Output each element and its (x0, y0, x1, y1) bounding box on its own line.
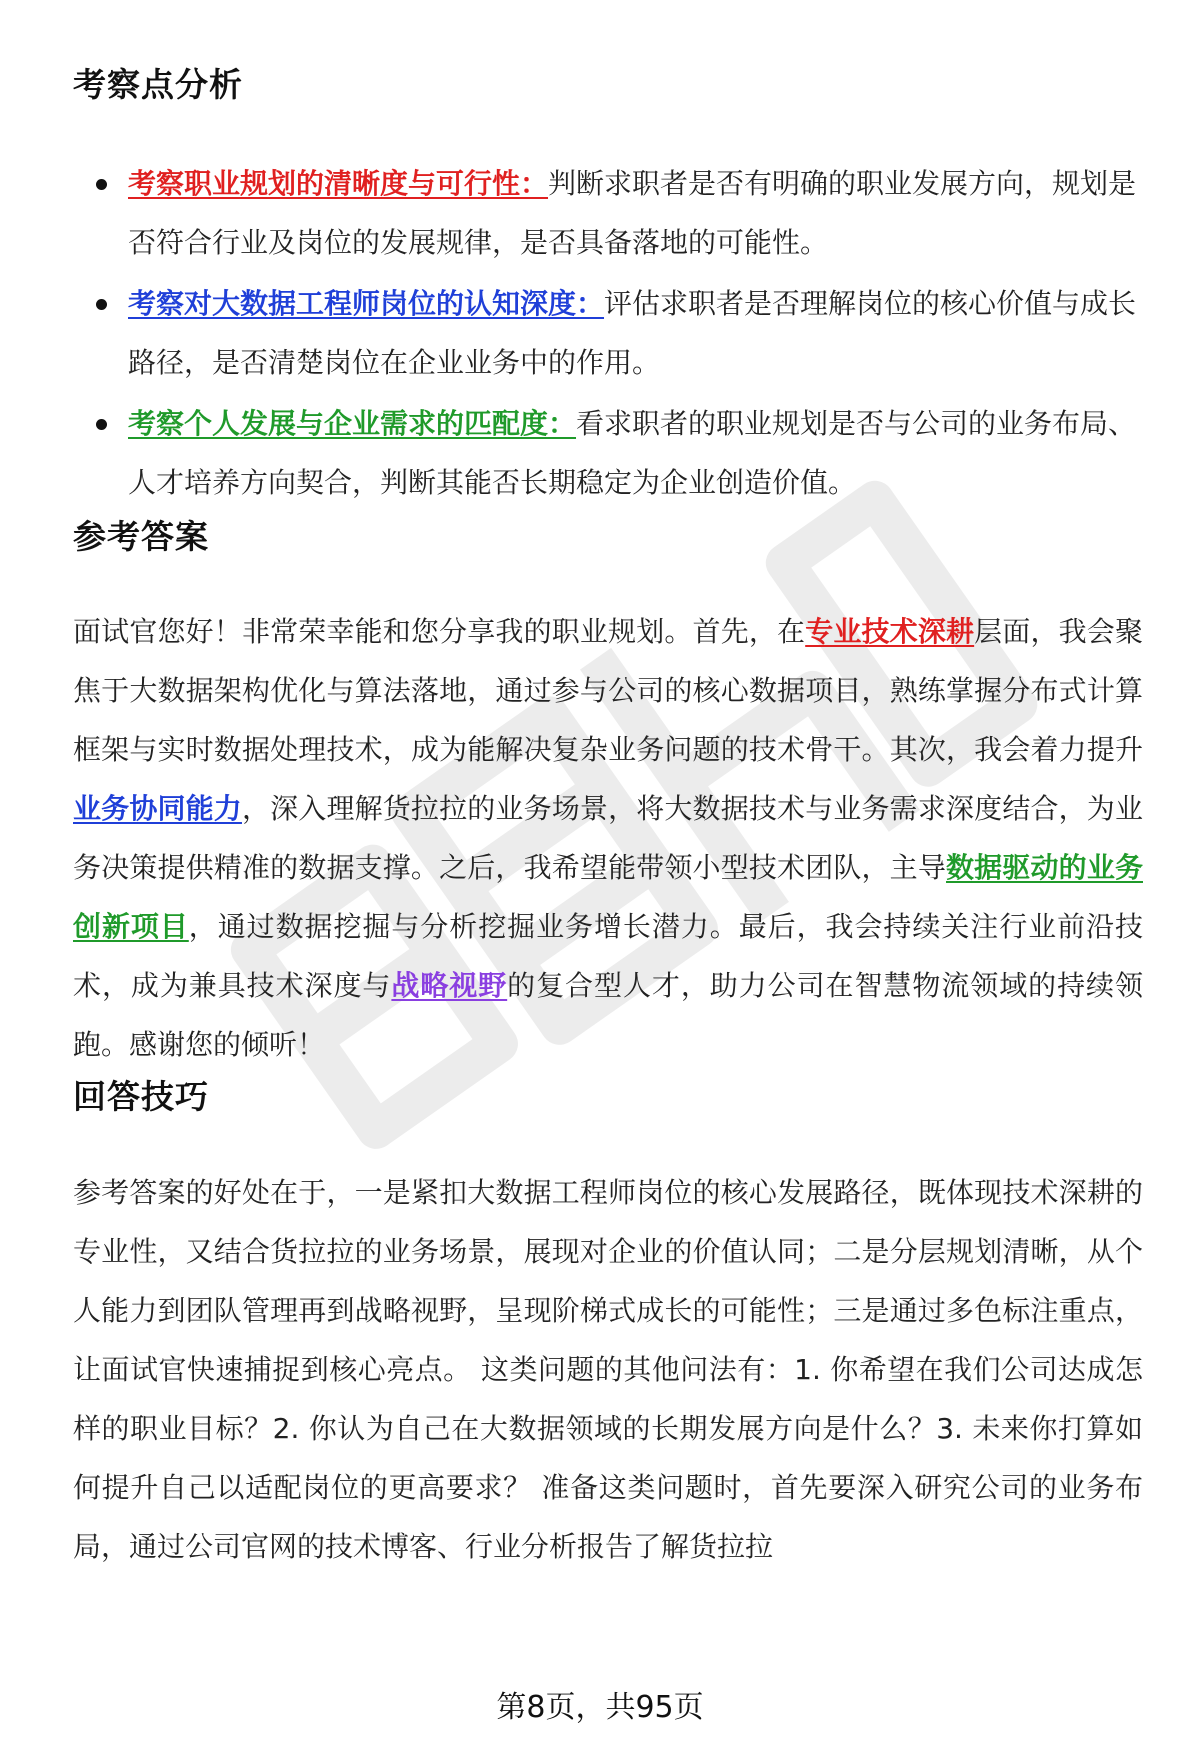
bullet-text: 判断求职者是否有明确的职业发展方向，规划是否符合行业及岗位的发展规律，是否具备落地的可能性。 (128, 167, 1137, 260)
highlight-label: 考察对大数据工程师岗位的认知深度： (128, 287, 605, 321)
bullet-text: 看求职者的职业规划是否与公司的业务布局、人才培养方向契合，判断其能否长期稳定为企业创造价值。 (128, 407, 1137, 500)
highlight-keyword: 战略视野 (391, 969, 508, 1003)
analysis-bullet-list (73, 154, 1143, 512)
section-title-analysis: 考察点分析 (73, 65, 243, 104)
section-title-answer-tips: 回答技巧 (73, 1077, 209, 1117)
document-content (73, 62, 1143, 1576)
highlight-keyword: 数据驱动的业务创新项目 (73, 851, 1143, 944)
highlight-keyword: 专业技术深耕 (805, 615, 975, 649)
section-title-reference-answer: 参考答案 (73, 517, 209, 557)
answer-text: 的复合型人才，助力公司在智慧物流领域的持续领跑。感谢您的倾听！ (73, 969, 1143, 1062)
list-item (73, 154, 1143, 272)
answer-tips-paragraph: 参考答案的好处在于，一是紧扣大数据工程师岗位的核心发展路径，既体现技术深耕的专业性，又结合货拉拉的业务场景，展现对企业的价值认同；二是分层规划清晰，从个人能力到团队管理再到战略视野，呈现阶梯式成长的可能性；三是通过多色标注重点，让面试官快速捕捉到核心亮点。 这类问题的其他问法有：1. 你希望在我们公司达成怎样的职业目标？2. 你认为自己在大数据领域的长期发展方向是什么？3. 未来你打算如何提升自己以适配岗位的更高要求？ 准备这类问题时，首先要深入研究公司的业务布局，通过公司官网的技术博客、行业分析报告了解货拉拉 (73, 1175, 1143, 1563)
answer-text: 层面，我会聚焦于大数据架构优化与算法落地，通过参与公司的核心数据项目，熟练掌握分布式计算框架与实时数据处理技术，成为能解决复杂业务问题的技术骨干。其次，我会着力提升 (73, 615, 1143, 767)
bullet-dot-icon (96, 179, 107, 190)
answer-text: ，通过数据挖掘与分析挖掘业务增长潜力。最后，我会持续关注行业前沿技术，成为兼具技术深度与 (73, 910, 1143, 1003)
answer-text: ，深入理解货拉拉的业务场景，将大数据技术与业务需求深度结合，为业务决策提供精准的数据支撑。之后，我希望能带领小型技术团队，主导 (73, 792, 1143, 885)
reference-answer-paragraph (73, 602, 1143, 1074)
bullet-dot-icon (96, 419, 107, 430)
bullet-text: 评估求职者是否理解岗位的核心价值与成长路径，是否清楚岗位在企业业务中的作用。 (128, 287, 1137, 380)
list-item (73, 274, 1143, 392)
highlight-label: 考察职业规划的清晰度与可行性： (128, 167, 549, 201)
list-item (73, 394, 1143, 512)
bullet-dot-icon (96, 299, 107, 310)
page-number: 第8页，共95页 (496, 1690, 704, 1725)
highlight-label: 考察个人发展与企业需求的匹配度： (128, 407, 577, 441)
answer-text: 面试官您好！非常荣幸能和您分享我的职业规划。首先，在 (73, 615, 806, 649)
highlight-keyword: 业务协同能力 (73, 792, 242, 826)
